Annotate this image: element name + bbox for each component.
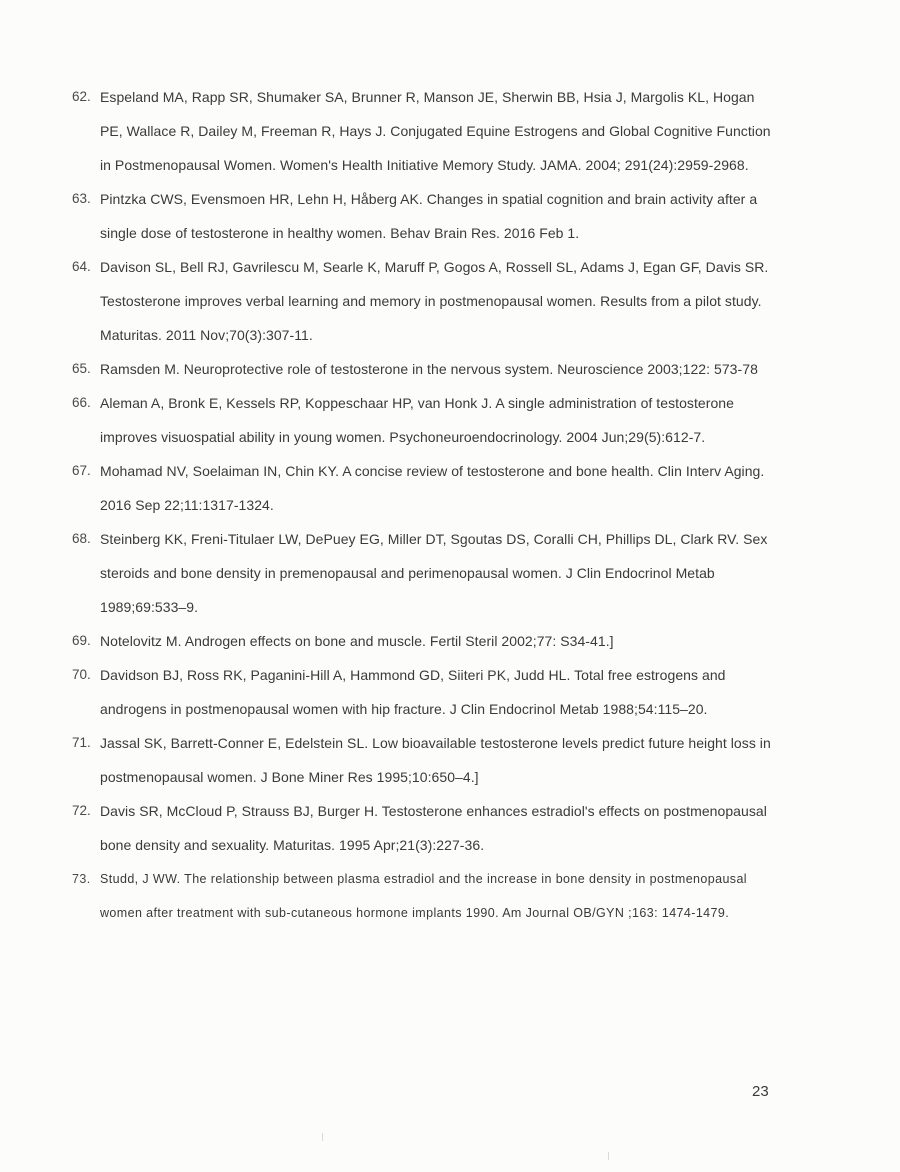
- reference-item: [72, 352, 772, 386]
- reference-item: [72, 182, 772, 250]
- reference-number: 64.: [72, 259, 91, 274]
- scan-speck: [608, 1152, 609, 1160]
- reference-text: Jassal SK, Barrett-Conner E, Edelstein SL. Low bioavailable testosterone levels predict future height loss in postmenopausal women. J Bone Miner Res 1995;10:650–4.]: [100, 735, 771, 785]
- reference-item: [72, 80, 772, 182]
- reference-item: [72, 726, 772, 794]
- reference-text: Davison SL, Bell RJ, Gavrilescu M, Searle K, Maruff P, Gogos A, Rossell SL, Adams J, Egan GF, Davis SR. Testosterone improves verbal learning and memory in postmenopausal women. Results from a pilot study. Maturitas. 2011 Nov;70(3):307-11.: [100, 259, 769, 343]
- scan-speck: [322, 1133, 323, 1141]
- reference-text: Steinberg KK, Freni-Titulaer LW, DePuey EG, Miller DT, Sgoutas DS, Coralli CH, Phillips DL, Clark RV. Sex steroids and bone density in premenopausal and perimenopausal women. J Clin Endocrinol Metab 1989;69:533–9.: [100, 531, 768, 615]
- reference-text: Notelovitz M. Androgen effects on bone and muscle. Fertil Steril 2002;77: S34-41.]: [100, 633, 614, 649]
- reference-item: [72, 522, 772, 624]
- reference-text: Davis SR, McCloud P, Strauss BJ, Burger H. Testosterone enhances estradiol's effects on postmenopausal bone density and sexuality. Maturitas. 1995 Apr;21(3):227-36.: [100, 803, 767, 853]
- reference-item: [72, 862, 772, 930]
- reference-number: 69.: [72, 633, 91, 648]
- reference-number: 62.: [72, 89, 91, 104]
- reference-number: 73.: [72, 872, 91, 886]
- reference-item: [72, 624, 772, 658]
- reference-number: 68.: [72, 531, 91, 546]
- reference-item: [72, 386, 772, 454]
- reference-number: 70.: [72, 667, 91, 682]
- reference-item: [72, 454, 772, 522]
- reference-text: Espeland MA, Rapp SR, Shumaker SA, Brunner R, Manson JE, Sherwin BB, Hsia J, Margolis KL, Hogan PE, Wallace R, Dailey M, Freeman R, Hays J. Conjugated Equine Estrogens and Global Cognitive Function in Postmenopausal Women. Women's Health Initiative Memory Study. JAMA. 2004; 291(24):2959-2968.: [100, 89, 771, 173]
- reference-list: [72, 80, 772, 930]
- reference-text: Ramsden M. Neuroprotective role of testosterone in the nervous system. Neuroscience 2003;122: 573-78: [100, 361, 758, 377]
- reference-item: [72, 794, 772, 862]
- reference-text: Studd, J WW. The relationship between plasma estradiol and the increase in bone density in postmenopausal women after treatment with sub-cutaneous hormone implants 1990. Am Journal OB/GYN ;163: 1474-1479.: [100, 872, 747, 920]
- reference-text: Mohamad NV, Soelaiman IN, Chin KY. A concise review of testosterone and bone health. Clin Interv Aging. 2016 Sep 22;11:1317-1324.: [100, 463, 765, 513]
- reference-number: 63.: [72, 191, 91, 206]
- reference-text: Davidson BJ, Ross RK, Paganini-Hill A, Hammond GD, Siiteri PK, Judd HL. Total free estrogens and androgens in postmenopausal women with hip fracture. J Clin Endocrinol Metab 1988;54:115–20.: [100, 667, 726, 717]
- reference-item: [72, 658, 772, 726]
- page-number: 23: [752, 1083, 769, 1100]
- reference-number: 72.: [72, 803, 91, 818]
- reference-number: 66.: [72, 395, 91, 410]
- reference-text: Pintzka CWS, Evensmoen HR, Lehn H, Håberg AK. Changes in spatial cognition and brain activity after a single dose of testosterone in healthy women. Behav Brain Res. 2016 Feb 1.: [100, 191, 758, 241]
- reference-text: Aleman A, Bronk E, Kessels RP, Koppeschaar HP, van Honk J. A single administration of testosterone improves visuospatial ability in young women. Psychoneuroendocrinology. 2004 Jun;29(5):612-7.: [100, 395, 734, 445]
- reference-item: [72, 250, 772, 352]
- reference-number: 71.: [72, 735, 91, 750]
- reference-number: 67.: [72, 463, 91, 478]
- reference-number: 65.: [72, 361, 91, 376]
